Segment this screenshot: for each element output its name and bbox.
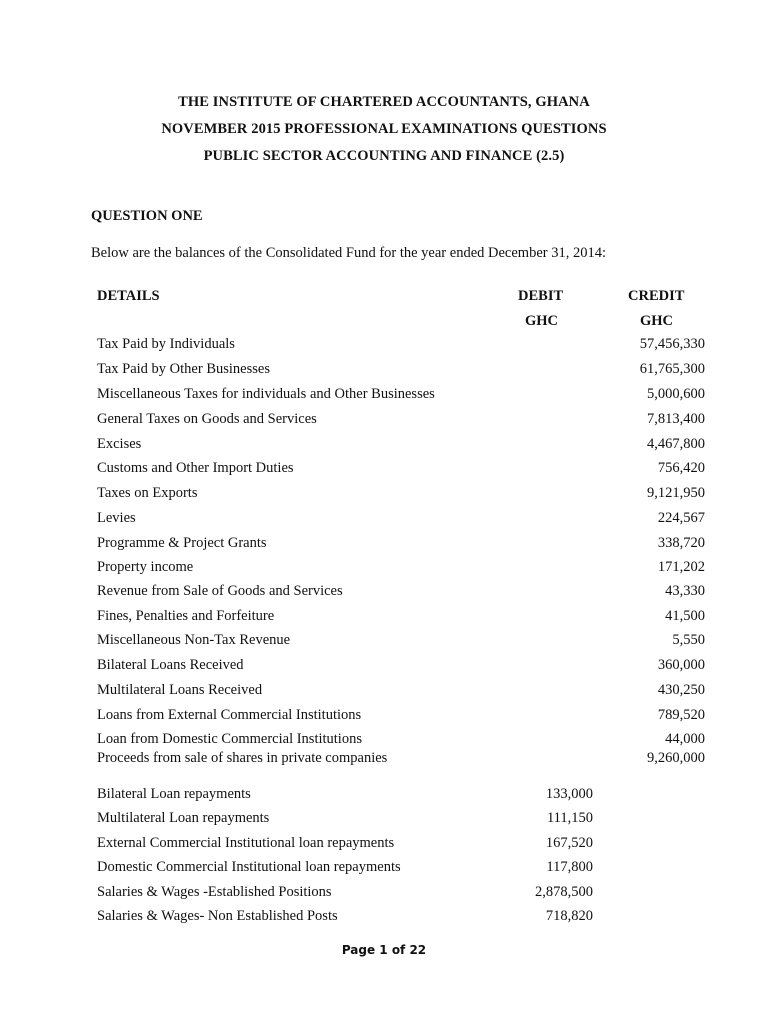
exam-institute-title: THE INSTITUTE OF CHARTERED ACCOUNTANTS, GHANA	[178, 94, 590, 110]
table-row	[0, 632, 768, 652]
row-debit: 718,820	[545, 908, 593, 924]
row-label: Salaries & Wages -Established Positions	[97, 884, 332, 900]
row-credit: 41,500	[665, 608, 705, 624]
table-row	[0, 884, 768, 904]
question-intro: Below are the balances of the Consolidated Fund for the year ended December 31, 2014:	[91, 245, 606, 261]
row-credit: 360,000	[657, 657, 705, 673]
row-debit: 133,000	[545, 786, 593, 802]
row-label: Tax Paid by Individuals	[97, 336, 235, 352]
credit-currency: GHC	[640, 313, 674, 329]
row-label: Multilateral Loan repayments	[97, 810, 270, 826]
table-row	[0, 336, 768, 356]
exam-subject-title: PUBLIC SECTOR ACCOUNTING AND FINANCE (2.5)	[203, 148, 565, 164]
row-label: Fines, Penalties and Forfeiture	[97, 608, 275, 624]
row-label: External Commercial Institutional loan repayments	[97, 835, 395, 851]
row-label: Salaries & Wages- Non Established Posts	[97, 908, 338, 924]
row-label: General Taxes on Goods and Services	[97, 411, 317, 427]
table-row	[0, 361, 768, 381]
row-label: Loans from External Commercial Institutions	[97, 707, 362, 723]
row-credit: 789,520	[657, 707, 705, 723]
row-debit: 167,520	[545, 835, 593, 851]
row-credit: 9,260,000	[647, 750, 705, 766]
row-label: Miscellaneous Non-Tax Revenue	[97, 632, 291, 648]
column-header-debit: DEBIT	[518, 288, 564, 304]
table-row	[0, 682, 768, 702]
table-row	[0, 510, 768, 530]
table-row	[0, 707, 768, 727]
row-credit: 9,121,950	[647, 485, 705, 501]
row-debit: 111,150	[546, 810, 593, 826]
exam-session-title: NOVEMBER 2015 PROFESSIONAL EXAMINATIONS QUESTIONS	[161, 121, 607, 137]
table-row	[0, 859, 768, 879]
row-label: Levies	[97, 510, 136, 526]
table-row	[0, 608, 768, 628]
row-debit: 117,800	[546, 859, 593, 875]
table-row	[0, 583, 768, 603]
row-credit: 5,000,600	[647, 386, 705, 402]
row-credit: 171,202	[657, 559, 705, 575]
row-credit: 61,765,300	[639, 361, 705, 377]
row-debit: 2,878,500	[535, 884, 593, 900]
question-title: QUESTION ONE	[91, 208, 203, 224]
row-label: Multilateral Loans Received	[97, 682, 263, 698]
row-label: Tax Paid by Other Businesses	[97, 361, 270, 377]
row-credit: 756,420	[657, 460, 705, 476]
row-label: Programme & Project Grants	[97, 535, 267, 551]
table-row	[0, 835, 768, 855]
row-label: Taxes on Exports	[97, 485, 198, 501]
table-row	[0, 386, 768, 406]
column-header-credit: CREDIT	[628, 288, 685, 304]
table-row	[0, 731, 768, 751]
table-row	[0, 657, 768, 677]
table-row	[0, 750, 768, 770]
table-row	[0, 485, 768, 505]
row-credit: 7,813,400	[647, 411, 705, 427]
table-row	[0, 786, 768, 806]
row-label: Bilateral Loan repayments	[97, 786, 251, 802]
row-credit: 5,550	[672, 632, 705, 648]
row-label: Domestic Commercial Institutional loan repayments	[97, 859, 401, 875]
table-row	[0, 460, 768, 480]
row-credit: 430,250	[657, 682, 705, 698]
row-label: Property income	[97, 559, 194, 575]
row-label: Proceeds from sale of shares in private companies	[97, 750, 388, 766]
page-number: Page 1 of 22	[341, 943, 427, 957]
row-label: Customs and Other Import Duties	[97, 460, 294, 476]
row-credit: 338,720	[657, 535, 705, 551]
table-row	[0, 908, 768, 928]
row-label: Excises	[97, 436, 142, 452]
row-credit: 43,330	[665, 583, 705, 599]
table-row	[0, 411, 768, 431]
row-credit: 224,567	[657, 510, 705, 526]
row-label: Revenue from Sale of Goods and Services	[97, 583, 343, 599]
table-row	[0, 436, 768, 456]
row-label: Loan from Domestic Commercial Institutions	[97, 731, 362, 747]
row-label: Miscellaneous Taxes for individuals and Other Businesses	[97, 386, 435, 402]
row-credit: 4,467,800	[647, 436, 705, 452]
row-credit: 57,456,330	[639, 336, 705, 352]
row-label: Bilateral Loans Received	[97, 657, 244, 673]
column-header-details: DETAILS	[97, 288, 160, 304]
table-row	[0, 559, 768, 579]
row-credit: 44,000	[665, 731, 705, 747]
table-row	[0, 535, 768, 555]
debit-currency: GHC	[525, 313, 559, 329]
table-row	[0, 810, 768, 830]
